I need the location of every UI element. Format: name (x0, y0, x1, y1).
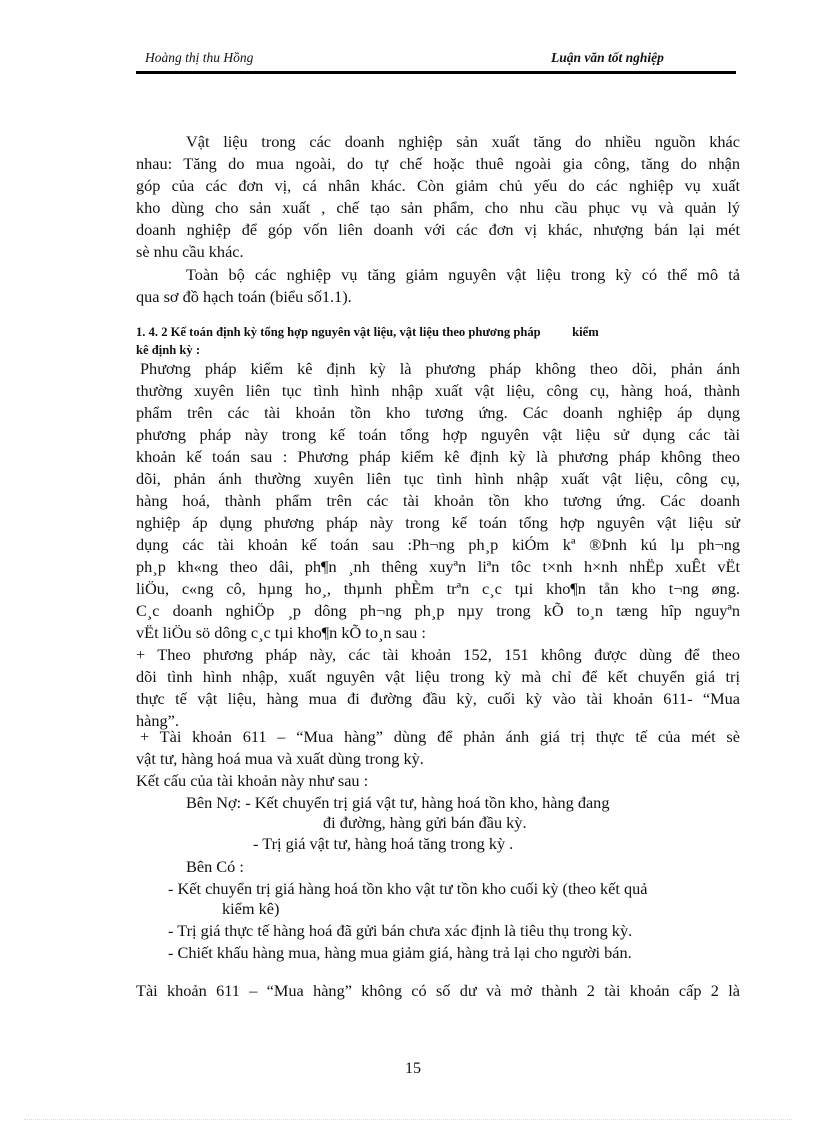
text-line: góp của các đơn vị, cá nhân khác. Còn giảm chủ yếu do các nghiệp vụ xuất (136, 176, 740, 195)
heading-line: 1. 4. 2 Kế toán định kỳ tổng hợp nguyên vật liệu, vật liệu theo phương pháp kiểm (136, 325, 599, 339)
text-line: hàng hoá, thành phẩm trên các tài khoản tồn kho tương ứng. Các doanh (136, 491, 740, 510)
text-line: Vật liệu trong các doanh nghiệp sản xuất tăng do nhiều nguồn khác (186, 132, 740, 151)
header-rule (136, 71, 736, 74)
text-line: nhau: Tăng do mua ngoài, do tự chế hoặc thuê ngoài gia công, tăng do nhận (136, 154, 740, 173)
credit-line: - Trị giá thực tế hàng hoá đã gửi bán chưa xác định là tiêu thụ trong kỳ. (168, 921, 633, 940)
text-line: qua sơ đồ hạch toán (biểu số1.1). (136, 287, 352, 306)
credit-title: Bên Có : (186, 857, 244, 876)
text-line: kho dùng cho sản xuất , chế tạo sản phẩm, cho nhu cầu phục vụ và quản lý (136, 198, 740, 217)
text-line: nghiệp áp dụng phương pháp này trong kế toán tổng hợp nguyên vật liệu sử (136, 513, 740, 532)
text-line: sè nhu cầu khác. (136, 242, 244, 261)
text-line: thực tế vật liệu, hàng mua đi đường đầu kỳ, cuối kỳ vào tài khoản 611- “Mua (136, 689, 740, 708)
credit-line: - Chiết khấu hàng mua, hàng mua giảm giá, hàng trả lại cho người bán. (168, 943, 632, 962)
credit-line: kiểm kê) (222, 899, 280, 918)
heading-line: kê định kỳ : (136, 343, 201, 357)
text-line: hàng”. (136, 711, 179, 730)
text-line: dụng các tài khoản kế toán sau :Ph¬ng ph¸p kiÓm kª ®Þnh kú lµ ph¬ng (136, 535, 740, 554)
text-line: liÖu, c«ng cô, hµng ho¸, thµnh phÈm trªn c¸c tµi kho¶n tån kho t¬ng øng. (136, 579, 740, 598)
text-line: + Tài khoản 611 – “Mua hàng” dùng để phản ánh giá trị thực tế của mét sè (140, 727, 740, 746)
text-line: vËt liÖu sö dông c¸c tµi kho¶n kÕ to¸n sau : (136, 623, 426, 642)
text-line: phương pháp này trong kế toán tổng hợp nguyên vật liệu sử dụng các tài (136, 425, 740, 444)
text-line: dõi tình hình nhập, xuất nguyên vật liệu trong kỳ mà chỉ để kết chuyển giá trị (136, 667, 740, 686)
header-title: Luận văn tốt nghiệp (551, 50, 664, 65)
text-line: vật tư, hàng hoá mua và xuất dùng trong kỳ. (136, 749, 424, 768)
debit-line: đi đường, hàng gửi bán đầu kỳ. (323, 813, 527, 832)
debit-line: - Trị giá vật tư, hàng hoá tăng trong kỳ . (253, 834, 514, 853)
text-line: C¸c doanh nghiÖp ¸p dông ph¬ng ph¸p nµy trong kÕ to¸n tæng hîp nguyªn (136, 601, 740, 620)
closing-line: Tài khoản 611 – “Mua hàng” không có số dư và mở thành 2 tài khoản cấp 2 là (136, 981, 740, 1000)
text-line: phẩm trên các tài khoản tồn kho tương ứng. Các doanh nghiệp áp dụng (136, 403, 740, 422)
page-number: 15 (405, 1060, 421, 1077)
text-line: Toàn bộ các nghiệp vụ tăng giảm nguyên vật liệu trong kỳ có thể mô tả (186, 265, 740, 284)
text-line: doanh nghiệp để góp vốn liên doanh với các đơn vị khác, nhượng bán lại mét (136, 220, 740, 239)
text-line: Phương pháp kiểm kê định kỳ là phương pháp không theo dõi, phản ánh (140, 359, 740, 378)
text-line: + Theo phương pháp này, các tài khoản 152, 151 không được dùng để theo (136, 645, 740, 664)
text-line: dõi, phản ánh thường xuyên liên tục tình hình nhập xuất vật liệu, công cụ, (136, 469, 740, 488)
credit-line: - Kết chuyển trị giá hàng hoá tồn kho vật tư tồn kho cuối kỳ (theo kết quả (168, 879, 648, 898)
header-author: Hoàng thị thu Hồng (145, 50, 254, 65)
structure-intro: Kết cấu của tài khoản này như sau : (136, 771, 369, 790)
text-line: thường xuyên liên tục tình hình nhập xuất vật liệu, công cụ, hàng hoá, thành (136, 381, 740, 400)
text-line: ph¸p kh«ng theo dâi, ph¶n ¸nh thêng xuyªn liªn tôc t×nh h×nh nhËp xuÊt vËt (136, 557, 740, 576)
page-bottom-divider (24, 1119, 792, 1120)
text-line: khoản kế toán sau : Phương pháp kiểm kê định kỳ là phương pháp không theo (136, 447, 740, 466)
debit-line: Bên Nợ: - Kết chuyển trị giá vật tư, hàng hoá tồn kho, hàng đang (186, 793, 610, 812)
